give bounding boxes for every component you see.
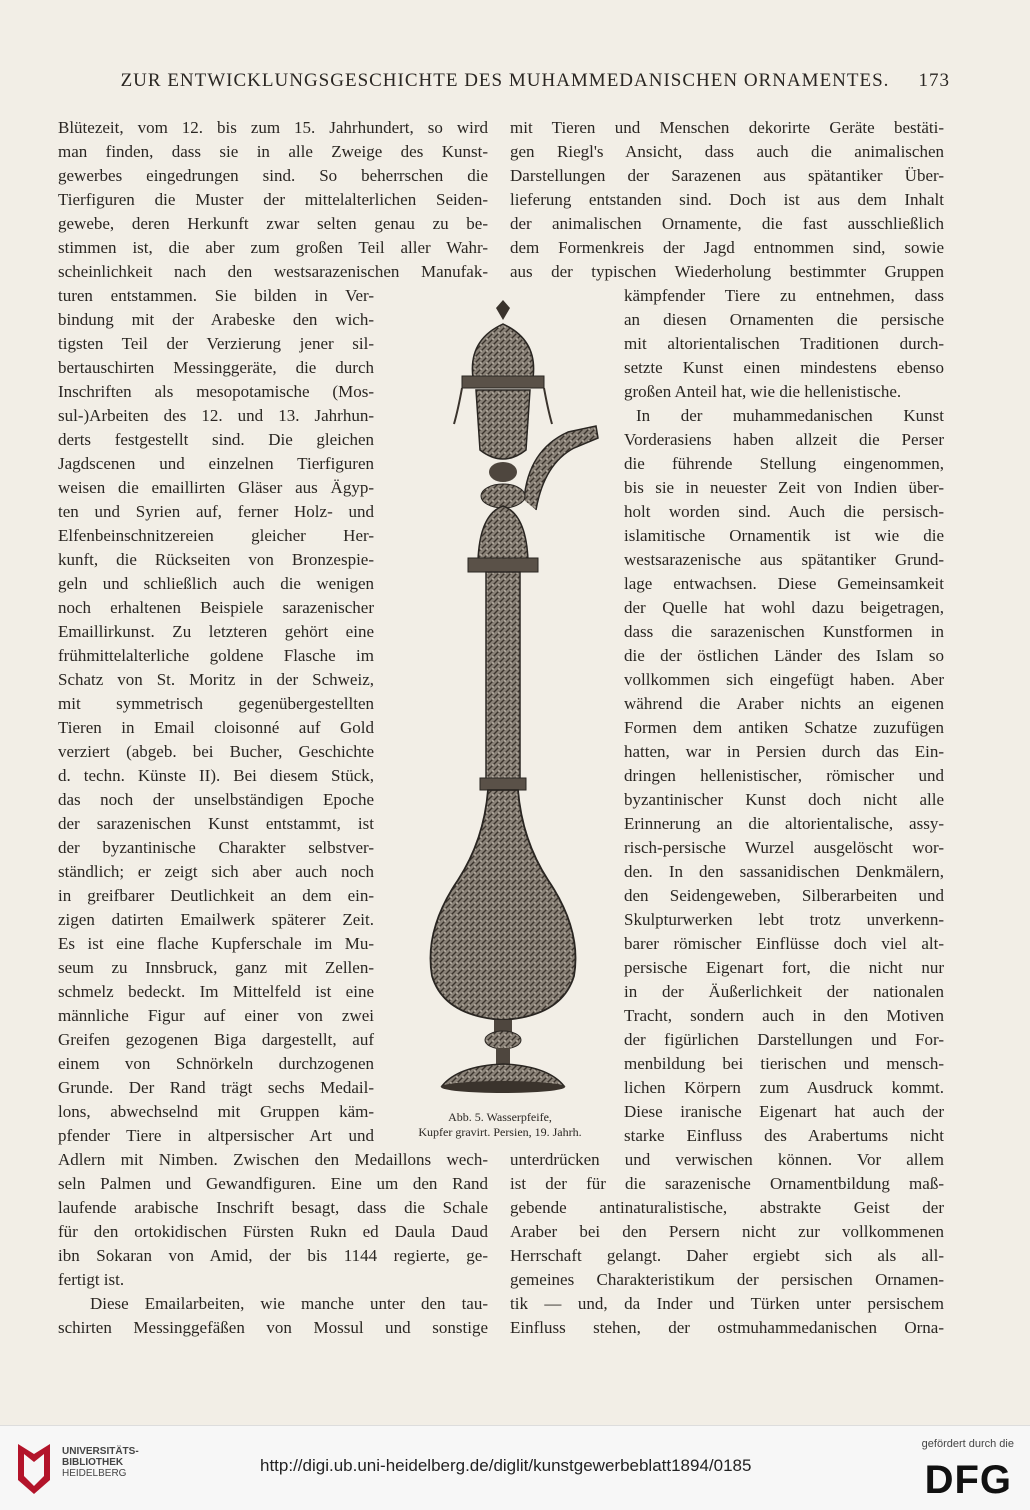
university-seal-icon	[14, 1440, 54, 1498]
left-column-line: Blütezeit, vom 12. bis zum 15. Jahrhundert, so wird	[58, 118, 488, 137]
funding-label: gefördert durch die	[921, 1438, 1014, 1450]
left-column-line: Es ist eine flache Kupferschale im Mu-	[58, 934, 374, 953]
right-column-line: In der muhammedanischen Kunst	[636, 406, 944, 425]
right-column-line: Formen dem antiken Schatze zuzufügen	[624, 718, 944, 737]
right-column-line: dringen hellenistischer, römischer und	[624, 766, 944, 785]
left-column-line: ibn Sokaran von Amid, der bis 1144 regierte, ge-	[58, 1246, 488, 1265]
right-column-line: mit Tieren und Menschen dekorirte Geräte bestäti-	[510, 118, 944, 137]
right-column-line: lage entwachsen. Diese Gemeinsamkeit	[624, 574, 944, 593]
header-title: ZUR ENTWICKLUNGSGESCHICHTE DES MUHAMMEDANISCHEN ORNAMENTES.	[120, 70, 890, 91]
right-column-line: Diese iranische Eigenart hat auch der	[624, 1102, 944, 1121]
right-column-line: der animalischen Ornamente, die fast ausschließlich	[510, 214, 944, 233]
right-column-line: setzte Kunst einen mindestens ebenso	[624, 358, 944, 377]
right-column-line: dem Formenkreis der Jagd entnommen sind, sowie	[510, 238, 944, 257]
left-column-line: scheinlichkeit nach den westsarazenischen Manufak-	[58, 262, 488, 281]
right-column-line: Herrschaft gelangt. Daher ergiebt sich als all-	[510, 1246, 944, 1265]
figure-caption-line2: Kupfer gravirt. Persien, 19. Jahrh.	[418, 1125, 582, 1139]
left-column-line: der sarazenischen Kunst entstammt, ist	[58, 814, 374, 833]
right-column-line: ist der für die sarazenische Ornamentbildung maß-	[510, 1174, 944, 1193]
left-column-line: ten und Syrien auf, ferner Holz- und	[58, 502, 374, 521]
dfg-logo: DFG	[924, 1458, 1012, 1502]
left-column-line: Tieren in Email cloisonné auf Gold	[58, 718, 374, 737]
right-column-line: risch-persische Wurzel ausgelöscht wor-	[624, 838, 944, 857]
left-column-line: Grunde. Der Rand trägt sechs Medail-	[58, 1078, 374, 1097]
right-column-line: tik — und, da Inder und Türken unter persischem	[510, 1294, 944, 1313]
page-number: 173	[918, 70, 950, 91]
right-column-line: der figürlichen Darstellungen und For-	[624, 1030, 944, 1049]
left-column-line: gewerbes eingedrungen sind. So beherrschen die	[58, 166, 488, 185]
right-column-line: großen Anteil hat, wie die hellenistische.	[624, 382, 902, 401]
right-column-line: den Seidengeweben, Silberarbeiten und	[624, 886, 944, 905]
left-column-line: der byzantinische Charakter selbstver-	[58, 838, 374, 857]
right-column-line: Einfluss stehen, der ostmuhammedanischen Orna-	[510, 1318, 944, 1337]
left-column-line: kunft, die Rückseiten von Bronzespie-	[58, 550, 374, 569]
right-column-line: westsarazenische aus spätantiker Grund-	[624, 550, 944, 569]
left-column-line: sul-)Arbeiten des 12. und 13. Jahrhun-	[58, 406, 374, 425]
right-column-line: den. In den sassanidischen Denkmälern,	[624, 862, 944, 881]
right-column-line: gemeines Charakteristikum der persischen Ornamen-	[510, 1270, 944, 1289]
left-column-line: Emaillirkunst. Zu letzteren gehört eine	[58, 622, 374, 641]
right-column-line: Skulpturwerken lebt trotz unverkenn-	[624, 910, 944, 929]
left-column-line: schmelz bedeckt. Im Mittelfeld ist eine	[58, 982, 374, 1001]
right-column-line: Tracht, sondern auch in den Motiven	[624, 1006, 944, 1025]
right-column-line: bis sie in neuester Zeit von Indien über-	[624, 478, 944, 497]
right-column-line: menbildung bei tierischen und mensch-	[624, 1054, 944, 1073]
right-column-line: persische Eigenart fort, die nicht nur	[624, 958, 944, 977]
left-column-line: Inschriften als mesopotamische (Mos-	[58, 382, 374, 401]
left-column-line: gewebe, deren Herkunft zwar selten genau zu be-	[58, 214, 488, 233]
right-column-line: mit altorientalischen Traditionen durch-	[624, 334, 944, 353]
right-column-line: dass die sarazenischen Kunstformen in	[624, 622, 944, 641]
right-column-line: die der östlichen Länder des Islam so	[624, 646, 944, 665]
right-column-line: barer römischer Einflüsse doch viel alt-	[624, 934, 944, 953]
right-column-line: die führende Stellung eingenommen,	[624, 454, 944, 473]
left-column-line: verziert (abgeb. bei Bucher, Geschichte	[58, 742, 374, 761]
left-column-line: schirten Messinggefäßen von Mossul und sonstige	[58, 1318, 488, 1337]
right-column-line: holt worden sind. Auch die persisch-	[624, 502, 944, 521]
right-column-line: aus der typischen Wiederholung bestimmter Gruppen	[510, 262, 944, 281]
right-column-line: der Quelle hat wohl dazu beigetragen,	[624, 598, 944, 617]
left-column-line: ständlich; er zeigt sich aber auch noch	[58, 862, 374, 881]
left-column-line: seln Palmen und Gewandfiguren. Eine um den Rand	[58, 1174, 488, 1193]
left-column-line: stimmen ist, die aber zum großen Teil aller Wahr-	[58, 238, 488, 257]
left-column-line: tigsten Teil der Verzierung jener sil-	[58, 334, 374, 353]
right-column-line: Erinnerung an die altorientalische, assy-	[624, 814, 944, 833]
right-column-line: starke Einfluss des Arabertums nicht	[624, 1126, 944, 1145]
right-column-line: Araber bei den Persern nicht zur vollkommenen	[510, 1222, 944, 1241]
right-column-line: gebende antinaturalistische, abstrakte Geist der	[510, 1198, 944, 1217]
left-column-line: geln und schließlich auch die wenigen	[58, 574, 374, 593]
right-column-line: gen Riegl's Ansicht, dass auch die animalischen	[510, 142, 944, 161]
left-column-line: frühmittelalterliche goldene Flasche im	[58, 646, 374, 665]
water-pipe-illustration	[388, 300, 618, 1095]
right-column-line: lichen Körpern zum Ausdruck kommt.	[624, 1078, 944, 1097]
left-column-line: bertauschirten Messinggeräte, die durch	[58, 358, 374, 377]
left-column-line: noch erhaltenen Beispiele sarazenischer	[58, 598, 374, 617]
left-column-line: derts festgestellt sind. Die gleichen	[58, 430, 374, 449]
left-column-line: einem von Schnörkeln durchzogenen	[58, 1054, 374, 1073]
right-column-line: vollkommen sich eingefügt haben. Aber	[624, 670, 944, 689]
left-column-line: pfender Tiere in altpersischer Art und	[58, 1126, 374, 1145]
running-header	[60, 70, 950, 96]
left-column-line: Tierfiguren die Muster der mittelalterlichen Seiden-	[58, 190, 488, 209]
viewer-footer	[0, 1425, 1030, 1510]
left-column-line: Schatz von St. Moritz in der Schweiz,	[58, 670, 374, 689]
left-column-line: lons, abwechselnd mit Gruppen käm-	[58, 1102, 374, 1121]
right-column-line: Darstellungen der Sarazenen aus spätantiker Über-	[510, 166, 944, 185]
left-column-line: männliche Figur auf einer von zwei	[58, 1006, 374, 1025]
left-column-line: seum zu Innsbruck, ganz mit Zellen-	[58, 958, 374, 977]
right-column-line: islamitische Ornamentik ist wie die	[624, 526, 944, 545]
left-column-line: Diese Emailarbeiten, wie manche unter den tau-	[90, 1294, 488, 1313]
right-column-line: an diesen Ornamenten die persische	[624, 310, 944, 329]
right-column-line: lieferung entstanden sind. Doch ist aus dem Inhalt	[510, 190, 944, 209]
right-column-line: byzantinischer Kunst doch nicht alle	[624, 790, 944, 809]
left-column-line: laufende arabische Inschrift besagt, dass die Schale	[58, 1198, 488, 1217]
left-column-line: zigen datirten Emailwerk späterer Zeit.	[58, 910, 374, 929]
right-column-line: unterdrücken und verwischen können. Vor allem	[510, 1150, 944, 1169]
left-column-line: fertigt ist.	[58, 1270, 125, 1289]
left-column-line: für den ortokidischen Fürsten Rukn ed Daula Daud	[58, 1222, 488, 1241]
right-column-line: während die Araber nichts an eigenen	[624, 694, 944, 713]
left-column-line: bindung mit der Arabeske den wich-	[58, 310, 374, 329]
left-column-line: Elfenbeinschnitzereien gleicher Her-	[58, 526, 374, 545]
library-name: UNIVERSITÄTS- BIBLIOTHEK HEIDELBERG	[62, 1446, 139, 1479]
left-column-line: Adlern mit Nimben. Zwischen den Medaillons wech-	[58, 1150, 488, 1169]
right-column-line: kämpfender Tiere zu entnehmen, dass	[624, 286, 944, 305]
left-column-line: Jagdscenen und einzelnen Tierfiguren	[58, 454, 374, 473]
left-column-line: das noch der unselbständigen Epoche	[58, 790, 374, 809]
right-column-line: Vorderasiens haben allzeit die Perser	[624, 430, 944, 449]
figure-caption-line1: Abb. 5. Wasserpfeife,	[448, 1110, 552, 1124]
left-column-line: man finden, dass sie in alle Zweige des Kunst-	[58, 142, 488, 161]
left-column-line: mit symmetrisch gegenübergestellten	[58, 694, 374, 713]
right-column-line: in der Äußerlichkeit der nationalen	[624, 982, 944, 1001]
left-column-line: in greifbarer Deutlichkeit an dem ein-	[58, 886, 374, 905]
permalink-url[interactable]: http://digi.ub.uni-heidelberg.de/diglit/kunstgewerbeblatt1894/0185	[260, 1456, 752, 1475]
left-column-line: Greifen gezogenen Biga dargestellt, auf	[58, 1030, 374, 1049]
left-column-line: weisen die emaillirten Gläser aus Ägyp-	[58, 478, 374, 497]
left-column-line: d. techn. Künste II). Bei diesem Stück,	[58, 766, 374, 785]
right-column-line: hatten, war in Persien durch das Ein-	[624, 742, 944, 761]
left-column-line: turen entstammen. Sie bilden in Ver-	[58, 286, 374, 305]
